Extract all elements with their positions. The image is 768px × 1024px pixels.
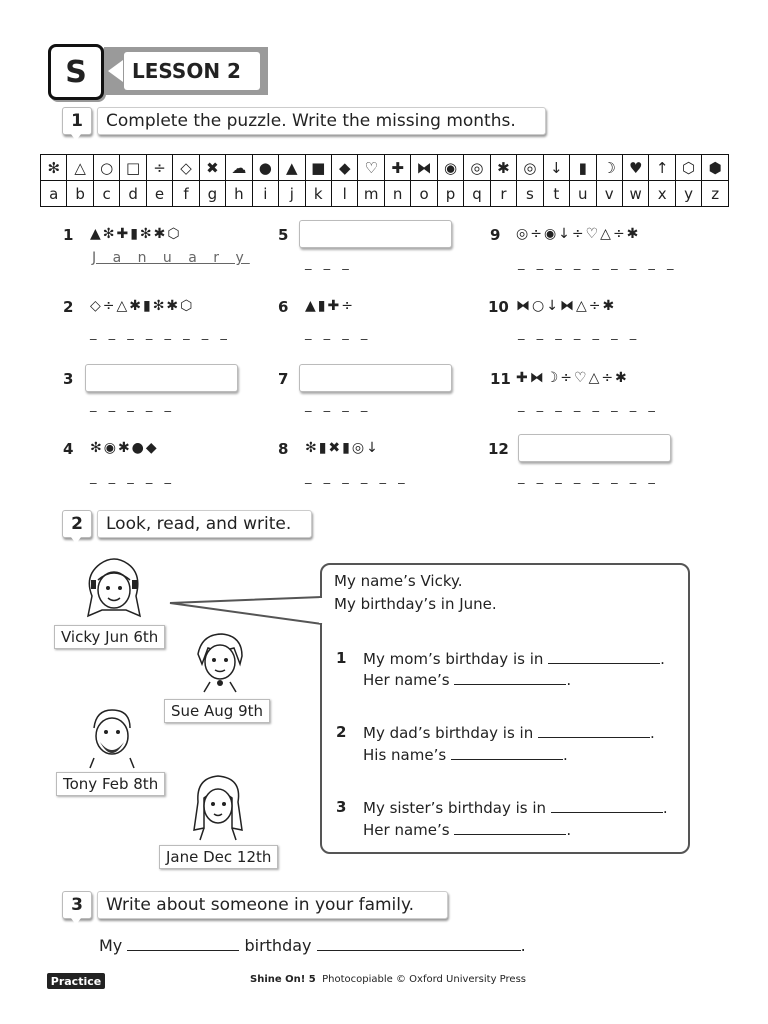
puzzle-code: ◎÷◉↓÷♡△÷✱	[516, 226, 641, 242]
period: .	[566, 671, 572, 689]
practice-badge: Practice	[47, 973, 105, 989]
period: .	[660, 650, 665, 668]
exercise-2-number: 2	[62, 510, 92, 538]
cipher-symbol-cell: ◆	[331, 155, 357, 181]
question-line	[363, 670, 571, 689]
question-text: His name’s	[363, 746, 447, 764]
cipher-letter-cell: w	[622, 181, 648, 207]
puzzle-number: 12	[488, 440, 509, 458]
question-number: 3	[336, 798, 347, 816]
cipher-symbol-cell: □	[120, 155, 146, 181]
sentence-word: My	[99, 936, 123, 955]
question-text: My dad’s birthday is in	[363, 724, 534, 742]
question-number: 2	[336, 723, 347, 741]
tony-drawing	[84, 706, 140, 770]
cipher-symbol-cell: ↑	[649, 155, 675, 181]
exercise-3-instruction: Write about someone in your family.	[97, 891, 448, 919]
cipher-symbol-cell: ☽	[596, 155, 622, 181]
cipher-letter-cell: o	[411, 181, 437, 207]
cipher-symbol-cell: ☁	[226, 155, 252, 181]
puzzle-code: ◇÷△✱▮✻✱⬡	[90, 298, 195, 314]
answer-blanks[interactable]: _ _ _ _	[305, 326, 372, 341]
cipher-letter-cell: j	[279, 181, 305, 207]
puzzle-number: 1	[63, 226, 74, 244]
cipher-table	[40, 154, 729, 207]
period: .	[649, 724, 655, 742]
cipher-symbol-cell: ♥	[622, 155, 648, 181]
puzzle-number: 10	[488, 298, 509, 316]
cipher-symbol-row	[41, 155, 729, 181]
section-badge: S	[48, 44, 104, 100]
cipher-symbol-cell: ♡	[358, 155, 384, 181]
month-input-box[interactable]	[85, 364, 238, 392]
puzzle-number: 8	[278, 440, 289, 458]
family-sentence	[99, 936, 526, 955]
period: .	[562, 746, 568, 764]
intro-line-1: My name’s Vicky.	[334, 572, 463, 590]
cipher-letter-cell: k	[305, 181, 331, 207]
speech-pointer	[168, 596, 324, 626]
period: .	[566, 821, 572, 839]
cipher-symbol-cell: ✚	[384, 155, 410, 181]
exercise-2-instruction: Look, read, and write.	[97, 510, 312, 538]
question-line	[363, 723, 655, 742]
cipher-letter-cell: l	[331, 181, 357, 207]
cipher-letter-cell: e	[146, 181, 172, 207]
question-line	[363, 798, 668, 817]
period: .	[662, 799, 668, 817]
cipher-letter-cell: g	[199, 181, 225, 207]
cipher-letter-cell: d	[120, 181, 146, 207]
cipher-letter-cell: z	[702, 181, 729, 207]
cipher-letter-cell: q	[464, 181, 490, 207]
cipher-letter-cell: u	[570, 181, 596, 207]
puzzle-number: 2	[63, 298, 74, 316]
cipher-symbol-cell: ÷	[146, 155, 172, 181]
cipher-letter-cell: v	[596, 181, 622, 207]
answer-blanks[interactable]: _ _ _ _ _	[90, 470, 176, 485]
cipher-symbol-cell: ◇	[173, 155, 199, 181]
cipher-symbol-cell: ●	[252, 155, 278, 181]
puzzle-code: ✻◉✱●◆	[90, 440, 159, 456]
answer-blanks[interactable]: _ _ _ _ _ _ _ _ _	[518, 256, 678, 271]
cipher-symbol-cell: ✖	[199, 155, 225, 181]
answer-blanks[interactable]: _ _ _ _ _ _	[305, 470, 409, 485]
cipher-letter-cell: m	[358, 181, 384, 207]
question-line	[363, 745, 568, 764]
cipher-symbol-cell: ◎	[464, 155, 490, 181]
month-input-box[interactable]	[299, 220, 452, 248]
puzzle-number: 5	[278, 226, 289, 244]
puzzle-code: ▲▮✚÷	[305, 298, 355, 314]
question-text: Her name’s	[363, 821, 450, 839]
cipher-letter-cell: n	[384, 181, 410, 207]
answer-blanks[interactable]: _ _ _	[305, 256, 353, 271]
name-tag-vicky: Vicky Jun 6th	[54, 625, 165, 649]
exercise-1-number: 1	[62, 107, 92, 135]
lesson-title: LESSON 2	[124, 52, 260, 90]
exercise-1-instruction: Complete the puzzle. Write the missing months.	[97, 107, 546, 135]
copyright: Photocopiable © Oxford University Press	[322, 974, 526, 985]
cipher-symbol-cell: △	[67, 155, 93, 181]
puzzle-code: ⧓○↓⧓△÷✱	[516, 298, 617, 314]
answer-line[interactable]	[551, 798, 663, 813]
period: .	[520, 936, 526, 955]
sentence-word: birthday	[244, 936, 312, 955]
puzzle-number: 7	[278, 370, 289, 388]
answer-blanks[interactable]: _ _ _ _	[305, 398, 372, 413]
cipher-symbol-cell: ■	[305, 155, 331, 181]
answer-blanks[interactable]: _ _ _ _ _ _ _ _	[518, 398, 659, 413]
example-answer: J a n u a r y	[92, 250, 250, 266]
cipher-letter-cell: p	[437, 181, 463, 207]
puzzle-code: ✚⧓☽÷♡△÷✱	[516, 370, 629, 386]
month-input-box[interactable]	[518, 434, 671, 462]
cipher-symbol-cell: ✱	[490, 155, 516, 181]
puzzle-number: 4	[63, 440, 74, 458]
cipher-symbol-cell: ⬡	[675, 155, 701, 181]
cipher-letter-cell: c	[93, 181, 119, 207]
cipher-symbol-cell: ◉	[437, 155, 463, 181]
answer-line[interactable]	[538, 723, 650, 738]
cipher-symbol-cell: ⧓	[411, 155, 437, 181]
cipher-letter-cell: h	[226, 181, 252, 207]
name-tag-tony: Tony Feb 8th	[56, 772, 165, 796]
answer-line[interactable]	[127, 936, 239, 951]
cipher-symbol-cell: ↓	[543, 155, 569, 181]
sue-drawing	[190, 630, 250, 694]
answer-line[interactable]	[454, 820, 566, 835]
cipher-letter-row	[41, 181, 729, 207]
puzzle-code: ✻▮✖▮◎↓	[305, 440, 380, 456]
answer-line[interactable]	[454, 670, 566, 685]
puzzle-number: 3	[63, 370, 74, 388]
question-text: My sister’s birthday is in	[363, 799, 547, 817]
book-title: Shine On! 5	[250, 974, 316, 985]
question-text: Her name’s	[363, 671, 450, 689]
question-line	[363, 820, 571, 839]
puzzle-number: 6	[278, 298, 289, 316]
cipher-symbol-cell: ◎	[517, 155, 543, 181]
cipher-symbol-cell: ⬢	[702, 155, 729, 181]
answer-line[interactable]	[548, 649, 660, 664]
jane-drawing	[188, 772, 248, 842]
cipher-letter-cell: b	[67, 181, 93, 207]
cipher-symbol-cell: ✻	[41, 155, 67, 181]
cipher-letter-cell: s	[517, 181, 543, 207]
cipher-symbol-cell: ▮	[570, 155, 596, 181]
answer-blanks[interactable]: _ _ _ _ _ _ _	[518, 326, 641, 341]
answer-blanks[interactable]: _ _ _ _ _ _ _ _	[518, 470, 659, 485]
cipher-letter-cell: i	[252, 181, 278, 207]
vicky-drawing	[78, 556, 150, 622]
question-line	[363, 649, 665, 668]
lesson-arrow	[108, 60, 123, 82]
exercise-3-number: 3	[62, 891, 92, 919]
answer-line[interactable]	[317, 936, 521, 951]
puzzle-number: 9	[490, 226, 501, 244]
answer-blanks[interactable]: _ _ _ _ _ _ _ _	[90, 326, 231, 341]
puzzle-code: ▲✻✚▮✻✱⬡	[90, 226, 182, 242]
footer-text	[250, 974, 526, 985]
cipher-letter-cell: y	[675, 181, 701, 207]
cipher-symbol-cell: ○	[93, 155, 119, 181]
name-tag-jane: Jane Dec 12th	[159, 845, 278, 869]
cipher-symbol-cell: ▲	[279, 155, 305, 181]
cipher-letter-cell: r	[490, 181, 516, 207]
answer-blanks[interactable]: _ _ _ _ _	[90, 398, 176, 413]
cipher-letter-cell: a	[41, 181, 67, 207]
intro-line-2: My birthday’s in June.	[334, 595, 497, 613]
answer-line[interactable]	[451, 745, 563, 760]
cipher-letter-cell: x	[649, 181, 675, 207]
question-number: 1	[336, 649, 347, 667]
cipher-letter-cell: f	[173, 181, 199, 207]
name-tag-sue: Sue Aug 9th	[164, 699, 270, 723]
cipher-letter-cell: t	[543, 181, 569, 207]
month-input-box[interactable]	[299, 364, 452, 392]
question-text: My mom’s birthday is in	[363, 650, 544, 668]
puzzle-number: 11	[490, 370, 511, 388]
